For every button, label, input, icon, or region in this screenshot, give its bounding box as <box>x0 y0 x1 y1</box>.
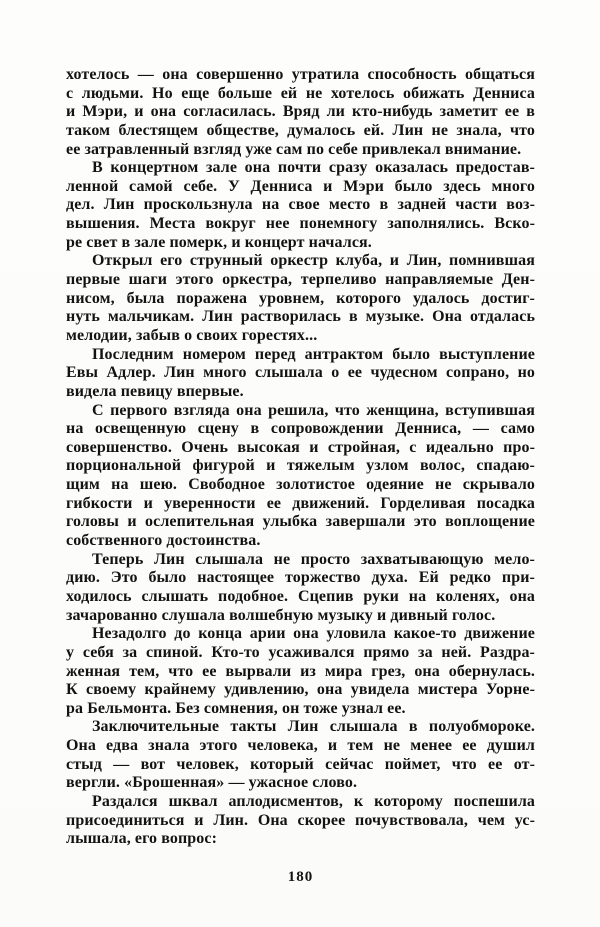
text-line: Раздался шквал аплодисментов, к которому поспешила <box>92 792 535 810</box>
text-line: на освещенную сцену в сопровождении Денниса, — само <box>66 420 535 438</box>
text-line: дел. Лин проскользнула на свое место в задней части воз- <box>66 196 535 214</box>
text-line: ре свет в зале померк, и концерт начался. <box>66 233 372 251</box>
body-text <box>66 66 535 849</box>
text-line: ленной самой себе. У Денниса и Мэри было здесь много <box>66 177 535 195</box>
text-line: видела певицу впервые. <box>66 382 244 400</box>
text-line: лышала, его вопрос: <box>66 830 218 848</box>
text-line: Открыл его струнный оркестр клуба, и Лин, помнившая <box>92 252 535 270</box>
text-line: стыд — вот человек, который сейчас поймет, что ее от- <box>66 755 535 773</box>
text-line: Заключительные такты Лин слышала в полуобмороке. <box>92 718 535 736</box>
text-line: ра Бельмонта. Без сомнения, он тоже узнал ее. <box>66 699 406 717</box>
text-line: Последним номером перед антрактом было выступление <box>92 345 535 363</box>
text-line: щим на шею. Свободное золотистое одеяние не скрывало <box>66 476 535 494</box>
text-line: дию. Это было настоящее торжество духа. Ей редко при- <box>66 569 535 587</box>
text-line: присоединиться и Лин. Она скорее почувствовала, чем ус- <box>66 811 535 829</box>
text-line: головы и ослепительная улыбка завершали это воплощение <box>66 513 535 531</box>
text-line: К своему крайнему удивлению, она увидела мистера Уорне- <box>66 681 535 699</box>
text-line: гибкости и уверенности ее движений. Горделивая посадка <box>66 494 535 512</box>
text-line: Она едва знала этого человека, и тем не менее ее душил <box>66 737 535 755</box>
text-line: Евы Адлер. Лин много слышала о ее чудесном сопрано, но <box>66 364 535 382</box>
text-line: собственного достоинства. <box>66 532 261 550</box>
text-line: первые шаги этого оркестра, терпеливо направляемые Ден- <box>66 271 535 289</box>
text-line: и Мэри, и она согласилась. Вряд ли кто-нибудь заметит ее в <box>66 103 535 121</box>
text-line: зачарованно слушала волшебную музыку и дивный голос. <box>66 606 496 624</box>
text-line: В концертном зале она почти сразу оказалась предостав- <box>92 159 535 177</box>
text-line: совершенство. Очень высокая и стройная, с идеально про- <box>66 438 535 456</box>
text-line: у себя за спиной. Кто-то усаживался прямо за ней. Раздра- <box>66 643 535 661</box>
text-line: С первого взгляда она решила, что женщина, вступившая <box>92 401 535 419</box>
text-line: женная тем, что ее вырвали из мира грез, она обернулась. <box>66 662 535 680</box>
text-line: ходилось слышать подобное. Сцепив руки на коленях, она <box>66 587 535 605</box>
text-line: нисом, была поражена уровнем, которого удалось достиг- <box>66 289 535 307</box>
page-number: 180 <box>287 869 314 885</box>
text-line: ее затравленный взгляд уже сам по себе привлекал внимание. <box>66 140 522 158</box>
text-line: таком блестящем обществе, думалось ей. Лин не знала, что <box>66 121 535 139</box>
text-line: нуть мальчикам. Лин растворилась в музыке. Она отдалась <box>66 308 535 326</box>
text-line: Теперь Лин слышала не просто захватывающую мело- <box>92 550 535 568</box>
text-line: хотелось — она совершенно утратила способность общаться <box>66 66 535 83</box>
text-line: Незадолго до конца арии она уловила какое-то движение <box>92 625 535 643</box>
text-line: мелодии, забыв о своих горестях... <box>66 326 318 344</box>
text-line: вергли. «Брошенная» — ужасное слово. <box>66 774 358 792</box>
text-line: порциональной фигурой и тяжелым узлом волос, спадаю- <box>66 457 535 475</box>
text-line: с людьми. Но еще больше ей не хотелось обижать Денниса <box>66 84 535 102</box>
text-line: вышения. Места вокруг нее понемногу заполнялись. Вско- <box>66 215 535 233</box>
